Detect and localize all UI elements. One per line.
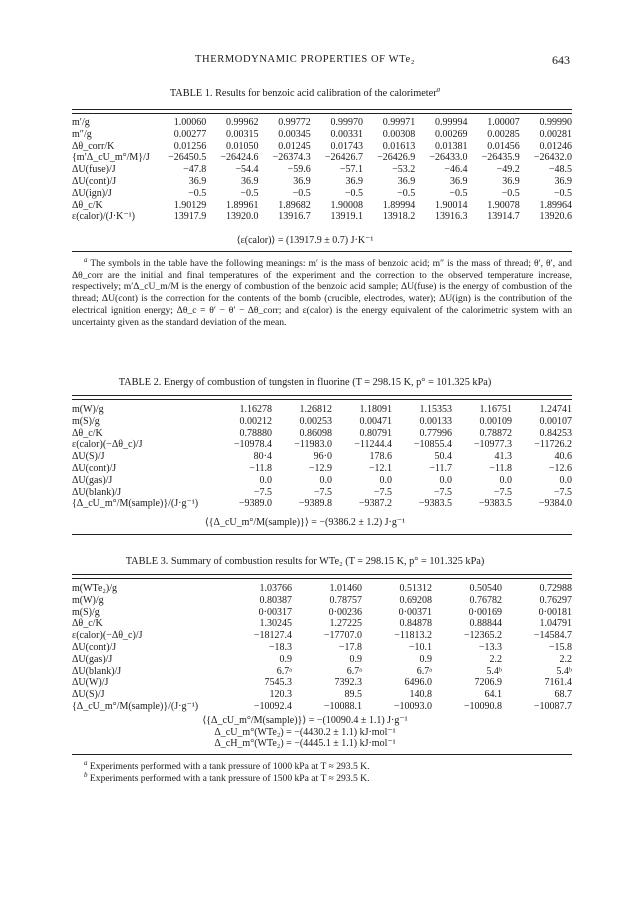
footnote-text: Experiments performed with a tank pressure of 1500 kPa at T ≈ 293.5 K. (89, 772, 370, 784)
table-row (72, 404, 572, 416)
table-cell: 1.89961 (226, 199, 259, 211)
table-cell: 1.16278 (239, 404, 272, 415)
table-cell: 36.9 (293, 175, 311, 187)
table-cell: 96·0 (313, 451, 332, 463)
table-cell: 0·00236 (328, 606, 362, 618)
table-cell: 0.50540 (469, 583, 502, 594)
table-cell: 0.84253 (539, 427, 572, 439)
table-cell: −10090.8 (463, 700, 502, 712)
row-label: ΔU(fuse)/J (72, 164, 116, 176)
running-header (40, 54, 570, 70)
table1-summary: ⟨ε(calor)⟩ = (13917.9 ± 0.7) J·K⁻¹ (236, 235, 374, 246)
table-cell: 0.01256 (173, 140, 207, 152)
row-label: m(WTe₂)/g (72, 583, 117, 594)
row-label: m(W)/g (72, 594, 104, 606)
table-cell: 0.00315 (226, 128, 259, 140)
table-cell: −9383.5 (478, 498, 512, 510)
table-cell: 13916.3 (435, 211, 468, 223)
table-cell: 0.01245 (278, 140, 311, 152)
table-cell: −53.2 (392, 164, 416, 176)
table-row (72, 141, 572, 153)
table2 (72, 404, 572, 510)
row-label: m(W)/g (72, 404, 104, 415)
table-cell: −0.5 (240, 187, 259, 199)
table-cell: 0.86098 (299, 427, 332, 439)
table-cell: 1.00060 (173, 117, 207, 128)
running-title: THERMODYNAMIC PROPERTIES OF WTe₂ (195, 54, 415, 65)
table-cell: −26424.6 (220, 152, 259, 164)
table-row (72, 677, 572, 689)
table-cell: 0.00345 (278, 128, 311, 140)
row-label: m′/g (72, 117, 90, 128)
table-cell: −26433.0 (429, 152, 468, 164)
row-label: ε(calor)(−Δθ_c)/J (72, 630, 143, 642)
table-cell: 0.0 (559, 474, 572, 486)
table-cell: −49.2 (496, 164, 520, 176)
table-cell: 0.01613 (382, 140, 416, 152)
table-cell: 0.88844 (469, 618, 502, 630)
table-cell: 1.00007 (487, 117, 520, 128)
table-cell: 0.0 (259, 474, 272, 486)
table-cell: −12365.2 (463, 630, 502, 642)
table-cell: −7.5 (313, 486, 332, 498)
table-cell: 1.24741 (539, 404, 572, 415)
table-cell: −10093.0 (393, 700, 432, 712)
table-row (72, 451, 572, 463)
table-cell: 80·4 (253, 451, 272, 463)
table2-summary: ⟨{Δ_cU_m°/M(sample)}⟩ = −(9386.2 ± 1.2) J·g⁻¹ (204, 517, 406, 528)
table-cell: −11.7 (429, 462, 452, 474)
table-cell: 0.77996 (419, 427, 452, 439)
table-row (72, 439, 572, 451)
row-label: m(S)/g (72, 415, 100, 427)
row-label: Δθ_corr/K (72, 140, 115, 152)
table-cell: −14584.7 (533, 630, 572, 642)
footnote-mark: a (84, 758, 88, 767)
table-cell: 0.00277 (173, 128, 207, 140)
row-label: ΔU(S)/J (72, 451, 105, 463)
table-cell: −26435.9 (481, 152, 520, 164)
table-cell: −7.5 (373, 486, 392, 498)
table-cell: −48.5 (548, 164, 572, 176)
table-cell: 0.01381 (435, 140, 468, 152)
table-cell: 0·00181 (538, 606, 572, 618)
row-label: ΔU(ign)/J (72, 187, 112, 199)
table-cell: −59.6 (287, 164, 311, 176)
table-row (72, 487, 572, 499)
table3-summary (40, 715, 570, 750)
table-cell: 178.6 (369, 451, 392, 463)
table1-top-rule (72, 109, 572, 110)
table-cell: 36.9 (397, 175, 416, 187)
table-cell: −10977.3 (473, 439, 512, 451)
table-cell: 0.80387 (259, 594, 292, 606)
table-cell: 0.9 (349, 653, 362, 665)
table-cell: −26426.7 (324, 152, 363, 164)
table-cell: 1.26812 (299, 404, 332, 415)
table-row (72, 654, 572, 666)
table-cell: 7392.3 (334, 677, 362, 689)
table2-bottom-rule (72, 534, 572, 535)
table-cell: −12.9 (308, 462, 332, 474)
row-label: ΔU(cont)/J (72, 462, 117, 474)
row-label: ΔU(gas)/J (72, 653, 113, 665)
row-label: ΔU(cont)/J (72, 641, 117, 653)
table-cell: 0.01246 (539, 140, 572, 152)
table-cell: 5.4ᵇ (486, 665, 502, 677)
table2-top-rule (72, 395, 572, 396)
table-cell: −0.5 (292, 187, 311, 199)
table-cell: −15.8 (548, 641, 572, 653)
table3 (72, 583, 572, 713)
table-cell: 2.2 (559, 653, 572, 665)
table-cell: 36.9 (345, 175, 363, 187)
table-cell: 40.6 (554, 451, 572, 463)
table-cell: 0.00471 (359, 415, 392, 427)
table-cell: −11244.4 (354, 439, 392, 451)
table-cell: 2.2 (489, 653, 502, 665)
table-cell: −47.8 (183, 164, 207, 176)
table-cell: 0·00371 (398, 606, 432, 618)
table-cell: 0.69208 (399, 594, 432, 606)
table-cell: 1.03766 (259, 583, 292, 594)
table-cell: 0.99990 (539, 117, 572, 128)
table-cell: −26432.0 (533, 152, 572, 164)
table-cell: 0.0 (439, 474, 452, 486)
table-cell: −0.5 (553, 187, 572, 199)
footnote-text: Experiments performed with a tank pressure of 1000 kPa at T ≈ 293.5 K. (89, 761, 370, 772)
table1-bottom-rule (72, 251, 572, 252)
footnote-mark: b (84, 770, 88, 779)
row-label: Δθ_c/K (72, 427, 103, 439)
table1-top-rule-2 (72, 113, 572, 114)
table-cell: 0.76782 (469, 594, 502, 606)
table-cell: 0.00253 (299, 415, 332, 427)
table-cell: 6.7ᵃ (346, 665, 362, 677)
table-cell: 140.8 (409, 689, 432, 701)
table-cell: 1.15353 (419, 404, 452, 415)
table-cell: −0.5 (188, 187, 207, 199)
table-cell: 1.89964 (539, 199, 572, 211)
table3-top-rule (72, 574, 572, 575)
table-row (72, 463, 572, 475)
table-row (72, 630, 572, 642)
table3-summary-line: Δ_cU_m°(WTe₂) = −(4430.2 ± 1.1) kJ·mol⁻¹ (214, 726, 396, 738)
table2-top-rule-2 (72, 399, 572, 400)
table-cell: −12.1 (368, 462, 392, 474)
footnote (72, 770, 572, 785)
table-cell: 0.99962 (226, 117, 259, 128)
table-cell: 120.3 (269, 689, 292, 701)
table-cell: 6.7ᵃ (416, 665, 432, 677)
table-cell: 1.27225 (329, 618, 362, 630)
table-cell: −7.5 (253, 486, 272, 498)
table-row (72, 642, 572, 654)
table-cell: 68.7 (554, 689, 572, 701)
table1-notes-text: The symbols in the table have the following meanings: m′ is the mass of benzoic acid; m″ is the mass of thread; θ′, θ′, and Δθ_corr are the initial and final temperatures of the experiment and the correction to the observed temperature increase, respectively; m′Δ_cU_m/M is the energy of combustion of the benzoic acid sample; ΔU(fuse) is the energy of combustion of the thread; ΔU(cont) is the correction for the contents of the bomb (crucible, electrodes, water); ΔU(ign) is the contribution of the electrical ignition energy; Δθ_c = θ′ − θ′ − Δθ_corr; and ε(calor) is the energy equivalent of the calorimetric system with an uncertainty given as the standard deviation of the mean. (72, 258, 572, 328)
table-cell: 0.78872 (479, 427, 512, 439)
table-cell: −7.5 (433, 486, 452, 498)
table1-caption-mark: a (436, 85, 441, 94)
table-cell: −11813.2 (394, 630, 432, 642)
table-cell: 1.90129 (173, 199, 207, 211)
table-cell: 50.4 (434, 451, 452, 463)
row-label: {Δ_cU_m°/M(sample)}/(J·g⁻¹) (72, 498, 199, 510)
table-cell: −17707.0 (323, 630, 362, 642)
row-label: ΔU(W)/J (72, 677, 109, 689)
table-row (72, 416, 572, 428)
table-cell: −11.8 (249, 462, 272, 474)
table-cell: 0.78757 (329, 594, 362, 606)
table-cell: 13920.0 (226, 211, 259, 223)
table-row (72, 689, 572, 701)
table-cell: −10855.4 (413, 439, 452, 451)
table-row (72, 583, 572, 595)
table-row (72, 428, 572, 440)
table-cell: 1.04791 (539, 618, 572, 630)
table2-caption: TABLE 2. Energy of combustion of tungsten in fluorine (T = 298.15 K, p° = 101.325 kPa) (118, 377, 492, 388)
table-cell: 1.89994 (382, 199, 416, 211)
table-cell: 13914.7 (487, 211, 520, 223)
table3-footnotes (72, 758, 572, 784)
table-row (72, 211, 572, 223)
table-row (72, 200, 572, 212)
table-row (72, 595, 572, 607)
table-cell: 13919.1 (330, 211, 363, 223)
table-cell: 0.00109 (479, 415, 512, 427)
table3-caption: TABLE 3. Summary of combustion results for WTe₂ (T = 298.15 K, p° = 101.325 kPa) (125, 556, 485, 567)
table-cell: 0.01743 (330, 140, 363, 152)
table-cell: 7545.3 (264, 677, 292, 689)
table-cell: 0.00212 (239, 415, 272, 427)
table-cell: −26450.5 (168, 152, 207, 164)
table-cell: 1.16751 (479, 404, 512, 415)
table-cell: 89.5 (344, 689, 362, 701)
table-cell: −10092.4 (253, 700, 292, 712)
table-cell: 1.30245 (259, 618, 292, 630)
table-cell: −46.4 (444, 164, 468, 176)
table-cell: 0.76297 (539, 594, 572, 606)
table-cell: 1.01460 (329, 583, 362, 594)
table-cell: 0.80791 (359, 427, 392, 439)
table-row (72, 117, 572, 129)
table1-notes (72, 255, 572, 328)
table1-caption-text: TABLE 1. Results for benzoic acid calibration of the calorimeter (169, 88, 437, 99)
footnote (72, 758, 572, 773)
table-row (72, 475, 572, 487)
row-label: Δθ_c/K (72, 199, 103, 211)
table-cell: 13917.9 (173, 211, 207, 223)
table-cell: −11983.0 (294, 439, 332, 451)
table-cell: 5.4ᵇ (556, 665, 572, 677)
table-row (72, 176, 572, 188)
row-label: Δθ_c/K (72, 618, 103, 630)
table1-notes-mark: a (84, 255, 88, 264)
table-cell: 0.0 (319, 474, 332, 486)
table-cell: −10088.1 (323, 700, 362, 712)
table-cell: 0.00107 (539, 415, 572, 427)
table-cell: −11.8 (489, 462, 512, 474)
table-cell: 0.99971 (382, 117, 416, 128)
table-cell: −9384.0 (538, 498, 572, 510)
table3-summary-line: Δ_cH_m°(WTe₂) = −(4445.1 ± 1.1) kJ·mol⁻¹ (214, 738, 396, 749)
table-cell: −9389.0 (238, 498, 272, 510)
table-cell: 64.1 (484, 689, 502, 701)
row-label: m″/g (72, 128, 92, 140)
page-number: 643 (552, 53, 570, 67)
table-cell: 6496.0 (404, 677, 432, 689)
table-cell: −18127.4 (253, 630, 292, 642)
table-cell: 0.01050 (226, 140, 259, 152)
table3-bottom-rule (72, 754, 572, 755)
table3-summary-line: ⟨{Δ_cU_m°/M(sample)}⟩ = −(10090.4 ± 1.1) J·g⁻¹ (202, 715, 408, 726)
table-cell: 36.9 (188, 175, 207, 187)
row-label: ΔU(blank)/J (72, 665, 122, 677)
table-cell: 0.99994 (435, 117, 468, 128)
row-label: ΔU(cont)/J (72, 175, 117, 187)
row-label: m(S)/g (72, 606, 100, 618)
table-cell: −10.1 (408, 641, 432, 653)
table1-caption (40, 85, 570, 99)
table-cell: −10978.4 (233, 439, 272, 451)
table-cell: 1.90008 (330, 199, 363, 211)
table-cell: 0.78880 (239, 427, 272, 439)
table-cell: 0.51312 (399, 583, 432, 594)
row-label: ΔU(gas)/J (72, 474, 113, 486)
table-row (72, 618, 572, 630)
table3-top-rule-2 (72, 578, 572, 579)
row-label: ΔU(blank)/J (72, 486, 122, 498)
table-cell: −54.4 (235, 164, 259, 176)
table-cell: −0.5 (449, 187, 468, 199)
table-cell: 13918.2 (382, 211, 416, 223)
table-cell: −11726.2 (534, 439, 572, 451)
table-cell: 36.9 (502, 175, 520, 187)
table-cell: 1.90078 (487, 199, 520, 211)
table-row (72, 607, 572, 619)
table-cell: 0·00317 (258, 606, 292, 618)
table-row (72, 188, 572, 200)
table-row (72, 152, 572, 164)
table-cell: 1.18091 (359, 404, 392, 415)
table-cell: −26374.3 (272, 152, 311, 164)
table-cell: 1.90014 (435, 199, 468, 211)
table-cell: 0.00269 (435, 128, 468, 140)
table-row (72, 666, 572, 678)
table-cell: −0.5 (344, 187, 363, 199)
table-cell: −13.3 (478, 641, 502, 653)
table-cell: 0.0 (499, 474, 512, 486)
table-cell: 0.72988 (539, 583, 572, 594)
table-cell: −12.6 (548, 462, 572, 474)
table-cell: 0·00169 (468, 606, 502, 618)
table-cell: 0.0 (379, 474, 392, 486)
table-cell: −7.5 (493, 486, 512, 498)
row-label: ε(calor)(−Δθ_c)/J (72, 439, 143, 451)
table-cell: −9387.2 (358, 498, 392, 510)
table-cell: 7161.4 (544, 677, 572, 689)
table-cell: −7.5 (553, 486, 572, 498)
table-cell: 0.00331 (330, 128, 363, 140)
row-label: {m′Δ_cU_m°/M}/J (72, 152, 150, 164)
table-cell: 1.89682 (278, 199, 311, 211)
row-label: ΔU(S)/J (72, 689, 105, 701)
table-cell: 0.00133 (419, 415, 452, 427)
table-row (72, 498, 572, 510)
row-label: {Δ_cU_m°/M(sample)}/(J·g⁻¹) (72, 700, 199, 712)
table-cell: −17.8 (338, 641, 362, 653)
table-cell: 7206.9 (474, 677, 502, 689)
table-cell: 0.00285 (487, 128, 520, 140)
table-cell: 0.00308 (382, 128, 416, 140)
table-cell: −9383.5 (418, 498, 452, 510)
table-cell: 36.9 (241, 175, 259, 187)
table-cell: 0.84878 (399, 618, 432, 630)
table-cell: −0.5 (501, 187, 520, 199)
table-cell: 13916.7 (278, 211, 311, 223)
table-cell: 36.9 (450, 175, 468, 187)
table-cell: 0.01456 (487, 140, 520, 152)
table-cell: 41.3 (494, 451, 512, 463)
table-row (72, 164, 572, 176)
table-cell: 0.99970 (330, 117, 363, 128)
table-cell: −57.1 (339, 164, 363, 176)
table-cell: 0.00281 (539, 128, 572, 140)
table-cell: 6.7ᵃ (276, 665, 292, 677)
table-cell: −26426.9 (377, 152, 416, 164)
table-cell: −10087.7 (533, 700, 572, 712)
table-cell: 0.99772 (278, 117, 311, 128)
table-cell: −9389.8 (298, 498, 332, 510)
table-row (72, 701, 572, 713)
table-cell: −0.5 (397, 187, 416, 199)
table-row (72, 129, 572, 141)
table-cell: −18.3 (268, 641, 292, 653)
table-cell: 36.9 (554, 175, 572, 187)
row-label: ε(calor)/(J·K⁻¹) (72, 211, 136, 223)
table-cell: 13920.6 (539, 211, 572, 223)
table-cell: 0.9 (279, 653, 292, 665)
table1 (72, 117, 572, 223)
table-cell: 0.9 (419, 653, 432, 665)
